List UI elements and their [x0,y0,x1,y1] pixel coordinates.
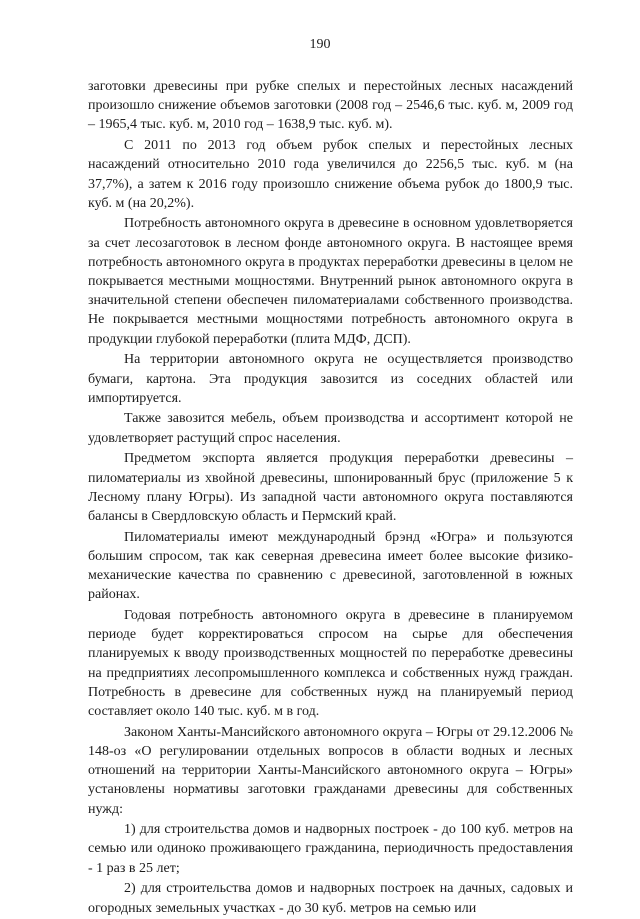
paragraph-paper-production: На территории автономного округа не осуществляется производство бумаги, картона. Эта продукция завозится из соседних областей или импортируется. [88,352,573,406]
paragraph-furniture-import: Также завозится мебель, объем производства и ассортимент которой не удовлетворяет растущий спрос населения. [88,411,573,446]
list-item-1: 1) для строительства домов и надворных построек - до 100 куб. метров на семью или одиноко проживающего гражданина, периодичность предоставления - 1 раз в 25 лет; [88,822,573,876]
page-body [88,77,573,919]
paragraph-annual-demand: Годовая потребность автономного округа в древесине в планируемом периоде будет корректироваться спросом на сырье для обеспечения планируемых к вводу производственных мощностей по переработке древесины на предприятиях лесопромышленного комплекса и собственных нужд граждан. Потребность в древесине для собственных нужд на планируемый период составляет около 140 тыс. куб. м в год. [88,607,573,719]
paragraph-law-reference: Законом Ханты-Мансийского автономного округа – Югры от 29.12.2006 № 148-оз «О регулировании отдельных вопросов в области водных и лесных отношений на территории Ханты-Мансийского автономного округа – Югры» установлены нормативы заготовки гражданами древесины для собственных нужд: [88,724,573,817]
paragraph-felling-volume-2011-2016: С 2011 по 2013 год объем рубок спелых и перестойных лесных насаждений относительно 2010 года увеличился до 2256,5 тыс. куб. м (на 37,7%), а затем к 2016 году произошло снижение объема рубок до 1800,9 тыс. куб. м (на 20,2%). [88,138,573,211]
page-number: 190 [309,37,331,52]
paragraph-demand-satisfaction: Потребность автономного округа в древесине в основном удовлетворяется за счет лесозаготовок в лесном фонде автономного округа. В настоящее время потребность автономного округа в продуктах переработки древесины в целом не покрывается местными мощностями. Внутренний рынок автономного округа в значительной степени обеспечен пиломатериалами собственного производства. Не покрывается местными мощностями потребность автономного округа в продукции глубокой переработки (плита МДФ, ДСП). [88,216,573,347]
list-item-2: 2) для строительства домов и надворных построек на дачных, садовых и огородных земельных участках - до 30 куб. метров на семью или [88,881,573,916]
paragraph-export: Предметом экспорта является продукция переработки древесины – пиломатериалы из хвойной древесины, шпонированный брус (приложение 5 к Лесному плану Югры). Из западной части автономного округа поставляются балансы в Свердловскую область и Пермский край. [88,451,573,524]
paragraph-continuation: заготовки древесины при рубке спелых и перестойных лесных насаждений произошло снижение объемов заготовки (2008 год – 2546,6 тыс. куб. м, 2009 год – 1965,4 тыс. куб. м, 2010 год – 1638,9 тыс. куб. м). [88,79,573,133]
paragraph-brand-yugra: Пиломатериалы имеют международный брэнд «Югра» и пользуются большим спросом, так как северная древесина имеет более высокие физико-механические качества по сравнению с древесиной, заготовленной в южных районах. [88,529,573,603]
